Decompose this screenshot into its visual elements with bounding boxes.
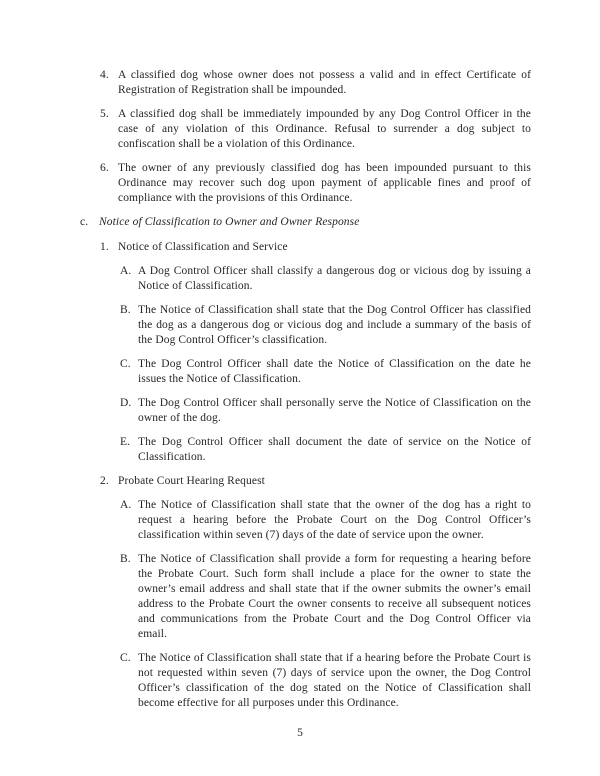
list-item-4 (100, 68, 531, 98)
list-item-6 (100, 161, 531, 206)
list-marker: C. (120, 358, 131, 370)
list-marker: 4. (100, 69, 109, 81)
list-item-1E (120, 435, 531, 465)
list-item-2A (120, 498, 531, 543)
section-heading-c (80, 215, 531, 230)
list-text: A classified dog whose owner does not possess a valid and in effect Certificate of Registration of Registration shall be impounded. (118, 69, 531, 96)
list-text: Notice of Classification and Service (118, 241, 288, 253)
list-item-2B (120, 552, 531, 642)
list-text: The Dog Control Officer shall personally serve the Notice of Classification on the owner of the dog. (138, 397, 531, 424)
list-item-1A (120, 264, 531, 294)
list-text: A classified dog shall be immediately impounded by any Dog Control Officer in the case of any violation of this Ordinance. Refusal to surrender a dog subject to confiscation shall be a violation of this Ordinance. (118, 108, 531, 150)
list-marker: A. (120, 499, 132, 511)
list-marker: 2. (100, 475, 109, 487)
list-item-2 (100, 474, 531, 489)
list-item-5 (100, 107, 531, 152)
list-text: The owner of any previously classified dog has been impounded pursuant to this Ordinance may recover such dog upon payment of applicable fines and proof of compliance with the provisions of this Ordinance. (118, 162, 531, 204)
list-marker: 5. (100, 108, 109, 120)
list-marker: B. (120, 553, 131, 565)
list-text: The Notice of Classification shall state that the owner of the dog has a right to request a hearing before the Probate Court on the Dog Control Officer’s classification within seven (7) days of the date of service upon the owner. (138, 499, 531, 541)
list-text: A Dog Control Officer shall classify a dangerous dog or vicious dog by issuing a Notice of Classification. (138, 265, 531, 292)
list-item-1D (120, 396, 531, 426)
list-text: The Notice of Classification shall state that if a hearing before the Probate Court is not requested within seven (7) days of service upon the owner, the Dog Control Officer’s classification of the dog stated on the Notice of Classification shall become effective for all purposes under this Ordinance. (138, 652, 531, 709)
list-text: The Dog Control Officer shall document the date of service on the Notice of Classification. (138, 436, 531, 463)
list-text: The Notice of Classification shall state that the Dog Control Officer has classified the dog as a dangerous dog or vicious dog and include a summary of the basis of the Dog Control Officer’s classification. (138, 304, 531, 346)
list-marker: D. (120, 397, 132, 409)
list-text: The Dog Control Officer shall date the Notice of Classification on the date he issues the Notice of Classification. (138, 358, 531, 385)
list-marker: B. (120, 304, 131, 316)
list-marker: 1. (100, 241, 109, 253)
page-number: 5 (297, 727, 303, 739)
list-marker: E. (120, 436, 131, 448)
list-item-1B (120, 303, 531, 348)
document-body (0, 68, 600, 720)
list-item-1 (100, 240, 531, 255)
list-text: The Notice of Classification shall provide a form for requesting a hearing before the Probate Court. Such form shall include a place for the owner to state the owner’s email address and shall state that if the owner submits the owner’s email address to the Probate Court the owner consents to receive all subsequent notices and communications from the Probate Court and the Dog Control Officer via email. (138, 553, 531, 640)
list-text: Probate Court Hearing Request (118, 475, 265, 487)
section-marker: c. (80, 216, 89, 228)
list-marker: A. (120, 265, 132, 277)
list-item-2C (120, 651, 531, 711)
list-marker: C. (120, 652, 131, 664)
list-marker: 6. (100, 162, 109, 174)
section-title: Notice of Classification to Owner and Owner Response (99, 216, 360, 228)
list-item-1C (120, 357, 531, 387)
